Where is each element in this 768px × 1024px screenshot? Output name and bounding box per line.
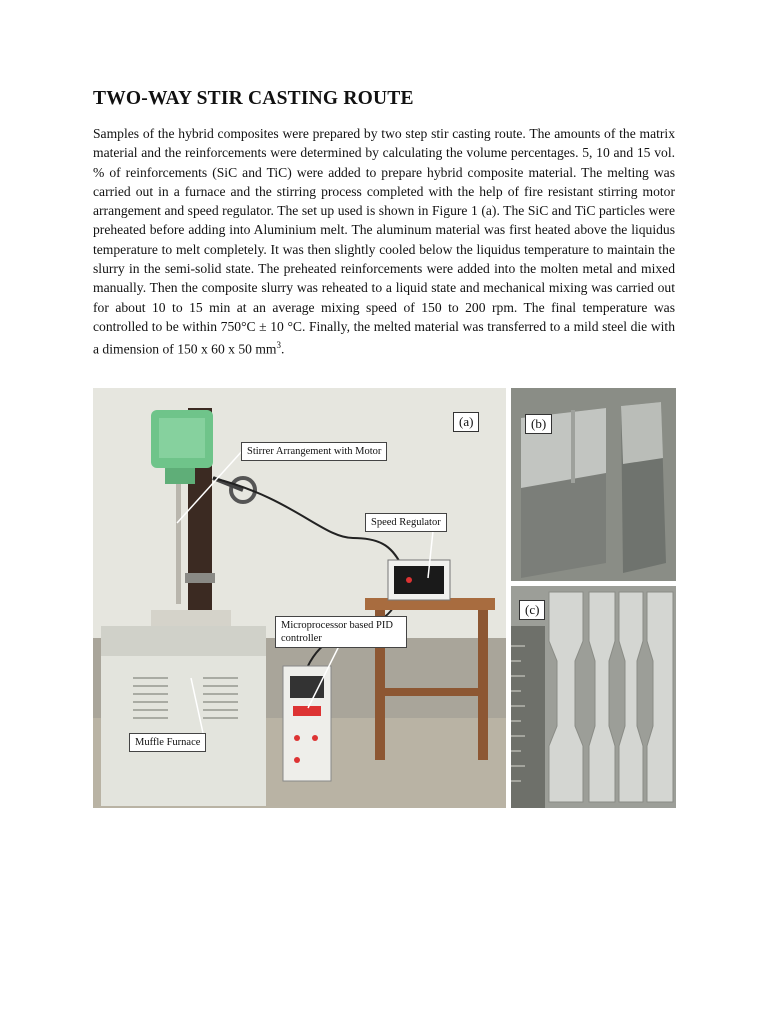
figure-1	[93, 388, 676, 808]
body-paragraph	[93, 124, 675, 359]
paragraph-text: Samples of the hybrid composites were prepared by two step stir casting route. The amounts of the matrix material and the reinforcements were determined by calculating the volume percentages. 5, 10 and 15 vol. % of reinforcements (SiC and TiC) were added to prepare hybrid composite material. The melting was carried out in a furnace and the stirring process completed with the help of fire resistant stirring motor arrangement and speed regulator. The set up used is shown in Figure 1 (a). The SiC and TiC particles were preheated before adding into Aluminium melt. The aluminum material was first heated above the liquidus temperature to melt completely. It was then slightly cooled below the liquidus temperature to maintain the slurry in the semi-solid state. The preheated reinforcements were added into the molten metal and mixed manually. Then the composite slurry was reheated to a liquid state and mechanical mixing was carried out for about 10 to 15 min at an average mixing speed of 150 to 200 rpm. The final temperature was controlled to be within 750°C ± 10 °C. Finally, the melted material was transferred to a mild steel die with a dimension of 150 x 60 x 50 mm	[93, 126, 675, 357]
photo-cast-block	[511, 388, 676, 581]
page-title: TWO-WAY STIR CASTING ROUTE	[93, 88, 414, 109]
callout-muffle-furnace: Muffle Furnace	[129, 733, 206, 752]
panel-b-label: (b)	[525, 414, 552, 434]
panel-a-label: (a)	[453, 412, 479, 432]
callout-speed-regulator: Speed Regulator	[365, 513, 447, 532]
superscript-exponent: 3	[276, 340, 282, 351]
callout-stirrer: Stirrer Arrangement with Motor	[241, 442, 387, 461]
panel-c-label: (c)	[519, 600, 545, 620]
paragraph-end: .	[281, 341, 285, 357]
callout-pid-controller: Microprocessor based PID controller	[275, 616, 407, 648]
photo-setup	[93, 388, 506, 808]
photo-tensile-specimens	[511, 586, 676, 808]
